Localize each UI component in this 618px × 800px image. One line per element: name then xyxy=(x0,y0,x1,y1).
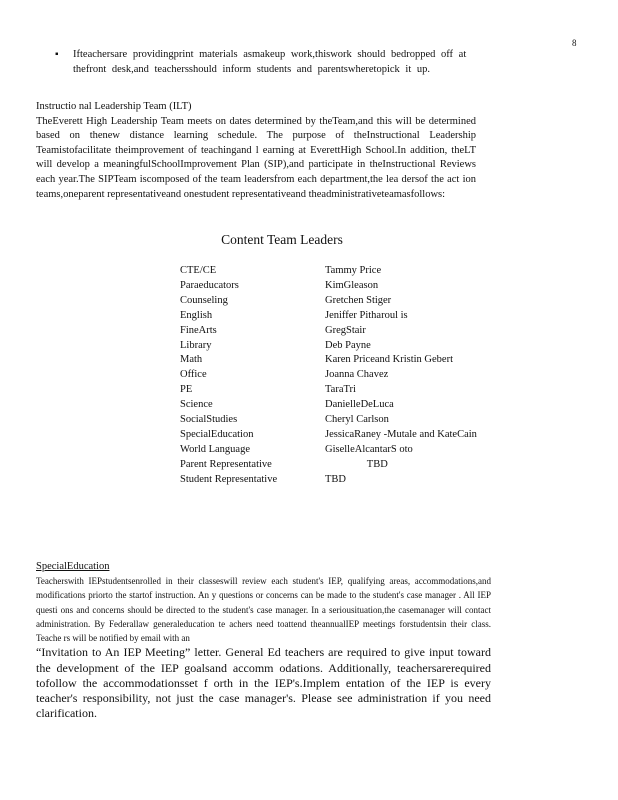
department-cell: Parent Representative xyxy=(180,458,272,470)
table-row xyxy=(180,413,477,428)
department-cell: Science xyxy=(180,399,213,411)
table-row xyxy=(180,279,477,294)
ilt-section xyxy=(36,100,476,202)
department-cell: Office xyxy=(180,369,207,381)
department-cell: Library xyxy=(180,339,212,351)
table-row xyxy=(180,398,477,413)
table-row xyxy=(180,339,477,354)
leader-cell: Tammy Price xyxy=(325,265,382,276)
table-row xyxy=(180,309,477,324)
page-number: 8 xyxy=(572,38,577,48)
leader-cell: Karen Priceand Kristin Gebert xyxy=(325,354,453,366)
ilt-body: TheEverett High Leadership Team meets on dates determined by theTeam,and this will be determined based on thenew distance learning schedule. The purpose of theInstructional Leadership Teamistofacilitate theimprovement of teachingand l earning at EverettHigh School.In addition, theLT will develop a meaningfulSchoolImprovement Plan (SIP),and participate in theInstructional Reviews each year.The SIPTeam iscomposed of the team leadersfrom each department,the lea dersof the act ion teams,oneparent representativeand onestudent representativeand theadministrativeteamasfollows: xyxy=(36,115,476,200)
special-education-heading: SpecialEducation xyxy=(36,561,110,572)
table-row xyxy=(180,353,477,368)
department-cell: Paraeducators xyxy=(180,279,239,291)
bullet-icon: ▪ xyxy=(55,49,59,60)
leader-cell: Gretchen Stiger xyxy=(325,294,392,306)
table-row xyxy=(180,368,477,383)
leader-cell: Joanna Chavez xyxy=(325,369,389,381)
department-cell: Student Representative xyxy=(180,473,278,485)
special-education-text-large: “Invitation to An IEP Meeting” letter. General Ed teachers are required to give input toward the development of the IEP goalsand accomm odations. Additionally, teachersarerequired tofollow the accommodationsset f orth in the IEP's.Implem entation of the IEP is every teacher's responsibility, not just the case manager's. Please see administration if you need clarification. xyxy=(36,645,491,721)
department-cell: CTE/CE xyxy=(180,265,217,276)
bullet-text: Ifteachersare providingprint materials asmakeup work,thiswork should bedropped off at thefront desk,and teachersshould inform students and parentswheretopick it up. xyxy=(73,49,467,75)
table-row xyxy=(180,458,477,473)
content-team-leaders-title: Content Team Leaders xyxy=(221,232,343,247)
table-row xyxy=(180,294,477,309)
department-cell: FineArts xyxy=(180,324,217,336)
leader-cell: DanielleDeLuca xyxy=(325,399,394,411)
table-row xyxy=(180,443,477,458)
department-cell: PE xyxy=(180,384,193,396)
leader-cell: JessicaRaney -Mutale and KateCain xyxy=(325,428,477,440)
leader-cell: GregStair xyxy=(325,324,366,336)
special-education-text-small: Teacherswith IEPstudentsenrolled in their classeswill review each student's IEP, qualifying areas, accommodations,and modifications priorto the startof instruction. An y questions or concerns can be made to the student's case manager . All IEP questi ons and concerns should be directed to the student's case manager. In a seriousituation,the casemanager will contact administration. By Federallaw generaleducation te achers need toattend theannualIEP meetings forstudentsin their class. Teache rs will be notified by email with an xyxy=(36,576,491,644)
table-row xyxy=(180,428,477,443)
table-row xyxy=(180,264,477,279)
department-cell: SocialStudies xyxy=(180,414,238,426)
leader-cell: TBD xyxy=(325,458,388,470)
leader-cell: Deb Payne xyxy=(325,339,371,351)
department-cell: SpecialEducation xyxy=(180,428,254,440)
leader-cell: Jeniffer Pitharoul is xyxy=(325,309,408,321)
department-cell: Counseling xyxy=(180,294,228,306)
leader-cell: Cheryl Carlson xyxy=(325,414,389,426)
department-cell: English xyxy=(180,309,213,321)
leaders-table-body xyxy=(180,264,477,488)
table-row xyxy=(180,324,477,339)
table-row xyxy=(180,383,477,398)
leader-cell: GiselleAlcantarS oto xyxy=(325,443,413,455)
special-education-section xyxy=(36,560,491,722)
leader-cell: TaraTri xyxy=(325,384,356,396)
department-cell: World Language xyxy=(180,443,251,455)
content-team-leaders-table xyxy=(180,264,477,488)
leader-cell: TBD xyxy=(325,473,346,485)
bullet-item xyxy=(55,48,495,77)
table-row xyxy=(180,473,477,488)
leader-cell: KimGleason xyxy=(325,279,379,291)
department-cell: Math xyxy=(180,354,203,366)
ilt-heading: Instructio nal Leadership Team (ILT) xyxy=(36,101,192,112)
